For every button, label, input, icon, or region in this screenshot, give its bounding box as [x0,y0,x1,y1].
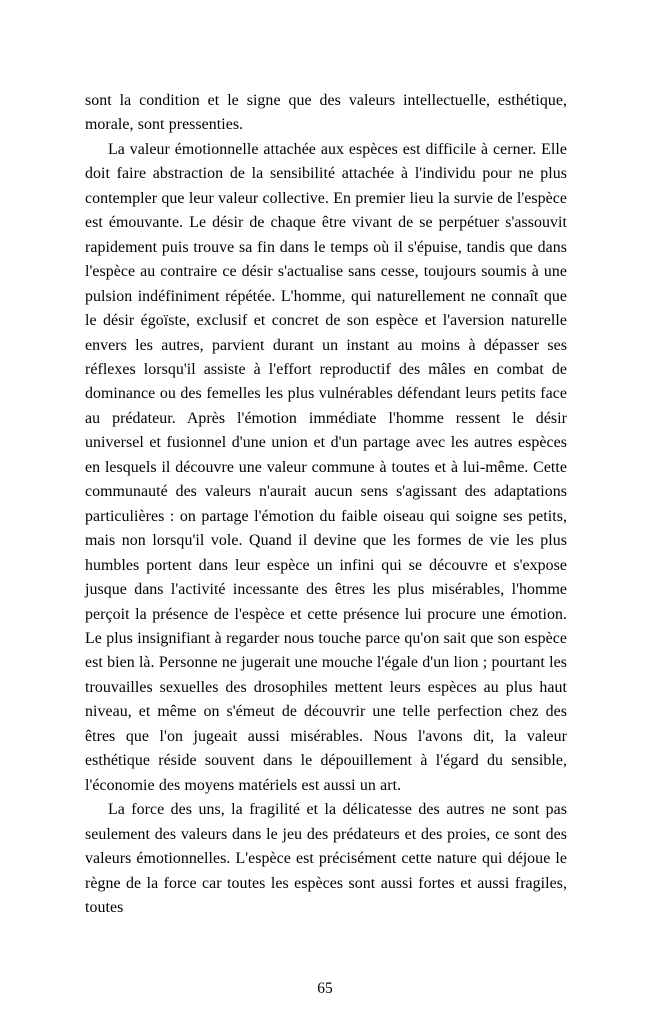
page-number: 65 [317,980,333,997]
paragraph-3: La force des uns, la fragilité et la délicatesse des autres ne sont pas seulement des valeurs dans le jeu des prédateurs et des proies, ce sont des valeurs émotionnelles. L'espèce est précisément cette nature qui déjoue le règne de la force car toutes les espèces sont aussi fortes et aussi fragiles, toutes [85,801,567,916]
paragraph-1: sont la condition et le signe que des valeurs intellectuelle, esthétique, morale, sont pressenties. [85,92,567,134]
paragraph-2: La valeur émotionnelle attachée aux espèces est difficile à cerner. Elle doit faire abstraction de la sensibilité attachée à l'individu pour ne plus contempler que leur valeur collective. En premier lieu la survie de l'espèce est émouvante. Le désir de chaque être vivant de se perpétuer s'assouvit rapidement puis trouve sa fin dans le temps où il s'épuise, tandis que dans l'espèce au contraire ce désir s'actualise sans cesse, toujours soumis à une pulsion indéfiniment répétée. L'homme, qui naturellement ne connaît que le désir égoïste, exclusif et concret de son espèce et l'aversion naturelle envers les autres, parvient durant un instant au moins à dépasser ses réflexes lorsqu'il assiste à l'effort reproductif des mâles en combat de dominance ou des femelles les plus vulnérables défendant leurs petits face au prédateur. Après l'émotion immédiate l'homme ressent le désir universel et fusionnel d'une union et d'un partage avec les autres espèces en lesquels il découvre une valeur commune à toutes et à lui-même. Cette communauté des valeurs n'aurait aucun sens s'agissant des adaptations particulières : on partage l'émotion du faible oiseau qui soigne ses petits, mais non lorsqu'il vole. Quand il devine que les formes de vie les plus humbles portent dans leur espèce un infini qui se découvre et s'expose jusque dans l'activité incessante des êtres les plus misérables, l'homme perçoit la présence de l'espèce et cette présence lui procure une émotion. Le plus insignifiant à regarder nous touche parce qu'on sait que son espèce est bien là. Personne ne jugerait une mouche l'égale d'un lion ; pourtant les trouvailles sexuelles des drosophiles mettent leurs espèces au plus haut niveau, et même on s'émeut de découvrir une telle perfection chez des êtres que l'on jugeait aussi misérables. Nous l'avons dit, la valeur esthétique réside souvent dans le dépouillement à l'égard du sensible, l'économie des moyens matériels est aussi un art. [85,140,567,794]
body-text-block [85,89,567,920]
